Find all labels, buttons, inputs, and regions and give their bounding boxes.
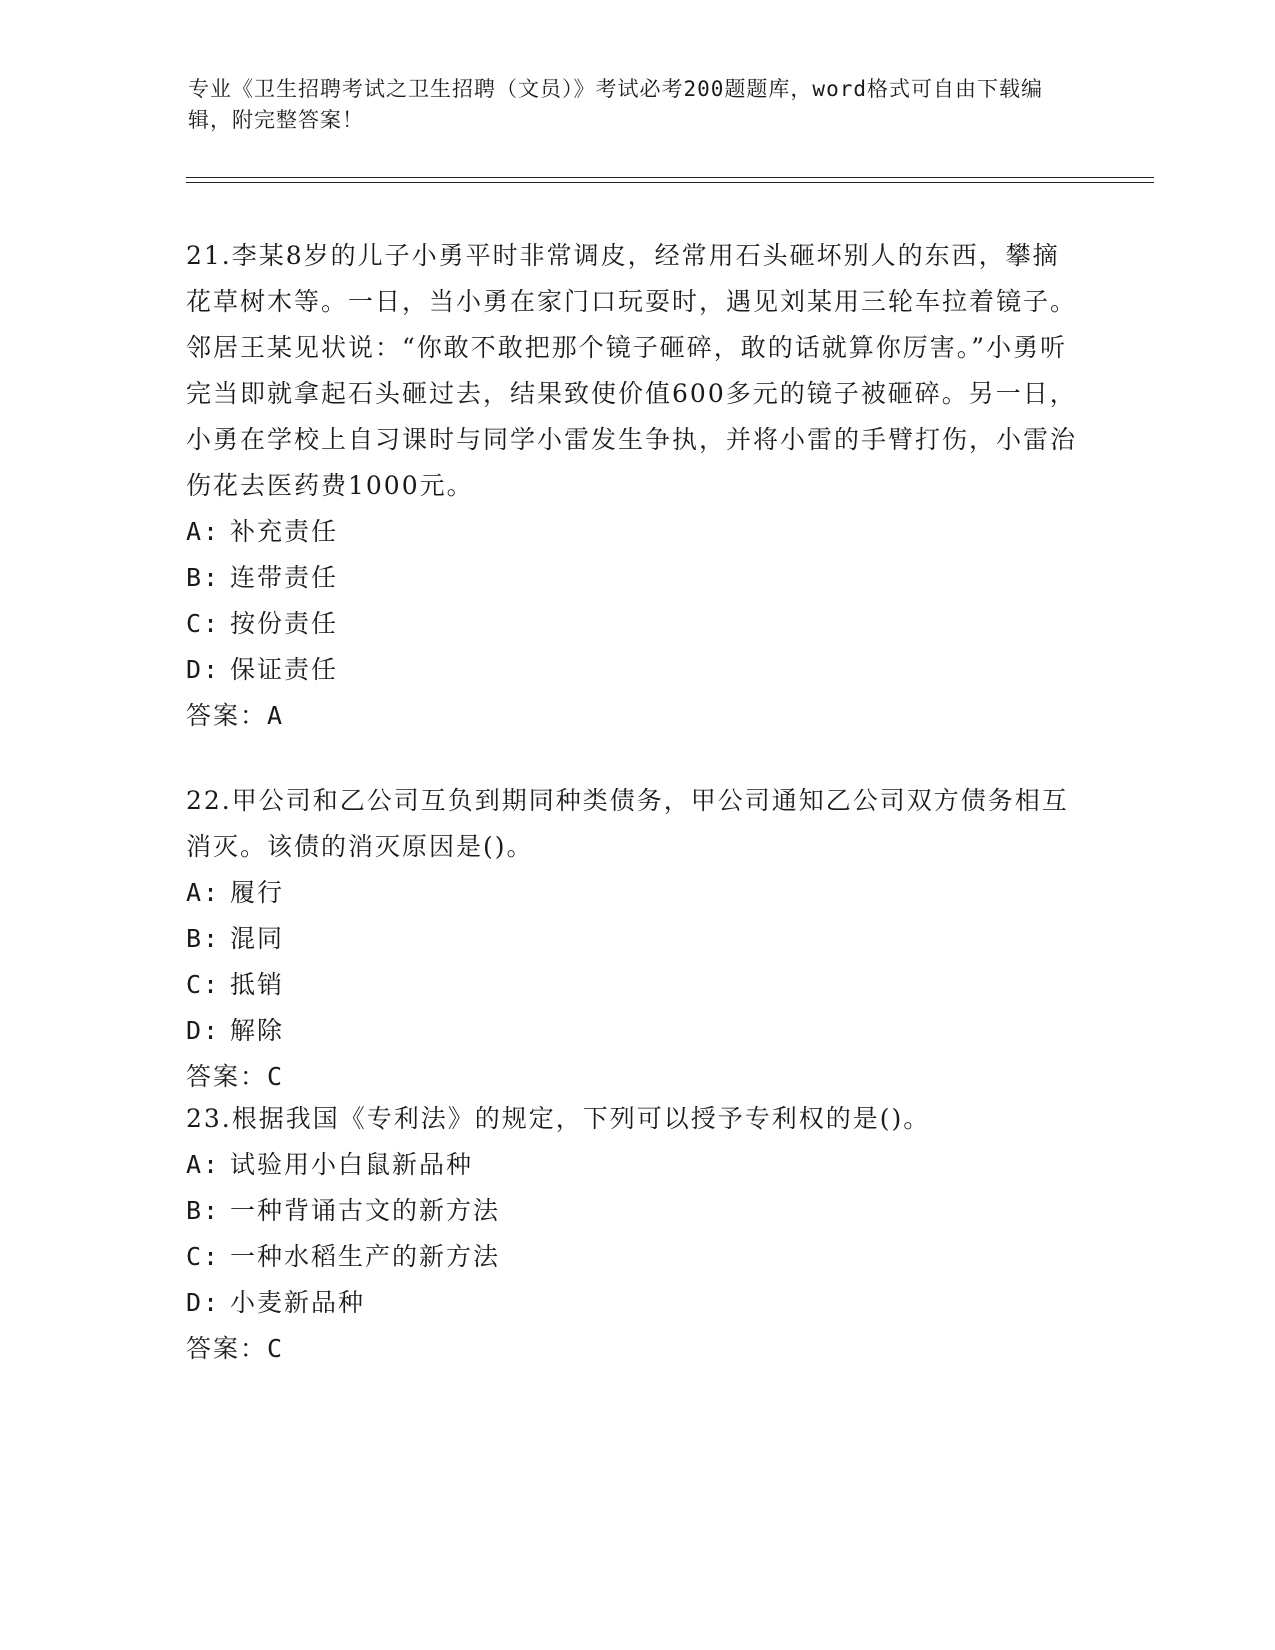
answer-label: 答案：: [186, 701, 268, 730]
question-23: [186, 1096, 1086, 1372]
option-text: 解除: [230, 1016, 285, 1045]
answer-label: 答案：: [186, 1062, 268, 1091]
option-key: D:: [186, 655, 221, 684]
answer-line: [186, 1054, 1086, 1100]
option-text: 保证责任: [230, 655, 339, 684]
option-key: D:: [186, 1016, 221, 1045]
option-b: [186, 1188, 1086, 1234]
option-key: B:: [186, 1196, 221, 1225]
answer-line: [186, 693, 1086, 739]
answer-value: C: [267, 1062, 285, 1091]
option-key: D:: [186, 1288, 221, 1317]
option-text: 小麦新品种: [230, 1288, 366, 1317]
answer-label: 答案：: [186, 1334, 268, 1363]
option-text: 按份责任: [230, 609, 339, 638]
option-a: [186, 870, 1086, 916]
option-b: [186, 916, 1086, 962]
option-c: [186, 601, 1086, 647]
option-b: [186, 555, 1086, 601]
option-text: 抵销: [230, 970, 285, 999]
question-stem: 21.李某8岁的儿子小勇平时非常调皮，经常用石头砸坏别人的东西，攀摘花草树木等。一日，当小勇在家门口玩耍时，遇见刘某用三轮车拉着镜子。邻居王某见状说：“你敢不敢把那个镜子砸碎，敢的话就算你厉害。”小勇听完当即就拿起石头砸过去，结果致使价值600多元的镜子被砸碎。另一日，小勇在学校上自习课时与同学小雷发生争执，并将小雷的手臂打伤，小雷治伤花去医药费1000元。: [186, 241, 1078, 500]
option-text: 混同: [230, 924, 285, 953]
question-22: [186, 778, 1086, 1100]
answer-value: A: [267, 701, 285, 730]
document-header: 专业《卫生招聘考试之卫生招聘（文员）》考试必考200题题库，word格式可自由下载编辑，附完整答案！: [188, 77, 1043, 132]
question-stem: 23.根据我国《专利法》的规定，下列可以授予专利权的是()。: [186, 1104, 931, 1133]
option-text: 补充责任: [230, 517, 339, 546]
option-a: [186, 1142, 1086, 1188]
answer-line: [186, 1326, 1086, 1372]
option-key: B:: [186, 924, 221, 953]
option-d: [186, 647, 1086, 693]
option-text: 试验用小白鼠新品种: [230, 1150, 474, 1179]
option-key: C:: [186, 609, 221, 638]
question-21: [186, 233, 1086, 739]
option-a: [186, 509, 1086, 555]
question-stem: 22.甲公司和乙公司互负到期同种类债务，甲公司通知乙公司双方债务相互消灭。该债的消灭原因是()。: [186, 786, 1069, 861]
answer-value: C: [267, 1334, 285, 1363]
header-divider: [186, 177, 1154, 183]
option-key: B:: [186, 563, 221, 592]
option-d: [186, 1280, 1086, 1326]
option-key: A:: [186, 1150, 221, 1179]
option-key: C:: [186, 970, 221, 999]
option-text: 一种水稻生产的新方法: [230, 1242, 501, 1271]
option-key: A:: [186, 878, 221, 907]
option-c: [186, 962, 1086, 1008]
option-text: 履行: [230, 878, 285, 907]
option-key: A:: [186, 517, 221, 546]
option-key: C:: [186, 1242, 221, 1271]
option-text: 一种背诵古文的新方法: [230, 1196, 501, 1225]
option-text: 连带责任: [230, 563, 339, 592]
option-d: [186, 1008, 1086, 1054]
option-c: [186, 1234, 1086, 1280]
